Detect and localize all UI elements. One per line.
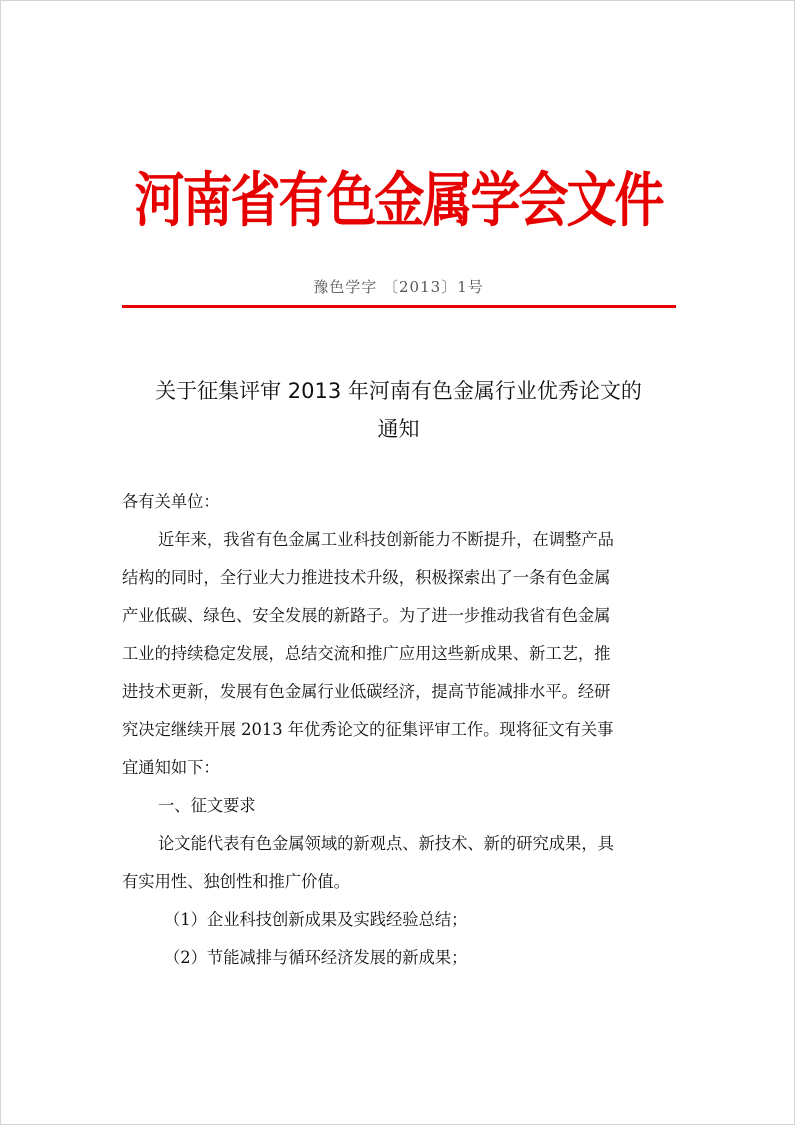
list-item: （2）节能减排与循环经济发展的新成果； [164, 948, 468, 967]
notice-title-line: 通知 [377, 417, 420, 441]
intro-paragraph-line: 进技术更新，发展有色金属行业低碳经济，提高节能减排水平。经研 [122, 682, 611, 701]
document-number: 豫色学字 〔2013〕1号 [313, 278, 484, 296]
document-body [122, 483, 678, 977]
requirement-paragraph-line: 论文能代表有色金属领域的新观点、新技术、新的研究成果，具 [158, 834, 614, 853]
intro-paragraph-line: 近年来，我省有色金属工业科技创新能力不断提升，在调整产品 [158, 530, 614, 549]
salutation: 各有关单位： [122, 492, 220, 511]
intro-paragraph-line: 结构的同时，全行业大力推进技术升级，积极探索出了一条有色金属 [122, 568, 611, 587]
masthead-title: 河南省有色金属学会文件 [134, 165, 663, 235]
requirement-paragraph-line: 有实用性、独创性和推广价值。 [122, 872, 350, 891]
intro-paragraph-line: 宜通知如下： [122, 758, 220, 777]
notice-title [111, 372, 686, 448]
list-item: （1）企业科技创新成果及实践经验总结； [164, 910, 468, 929]
red-header-rule [122, 305, 676, 308]
intro-paragraph-line: 产业低碳、绿色、安全发展的新路子。为了进一步推动我省有色金属 [122, 606, 611, 625]
section-heading: 一、征文要求 [158, 796, 256, 815]
notice-title-line: 关于征集评审 2013 年河南有色金属行业优秀论文的 [155, 379, 642, 403]
intro-paragraph-line: 工业的持续稳定发展，总结交流和推广应用这些新成果、新工艺，推 [122, 644, 611, 663]
intro-paragraph-line: 究决定继续开展 2013 年优秀论文的征集评审工作。现将征文有关事 [122, 720, 614, 739]
